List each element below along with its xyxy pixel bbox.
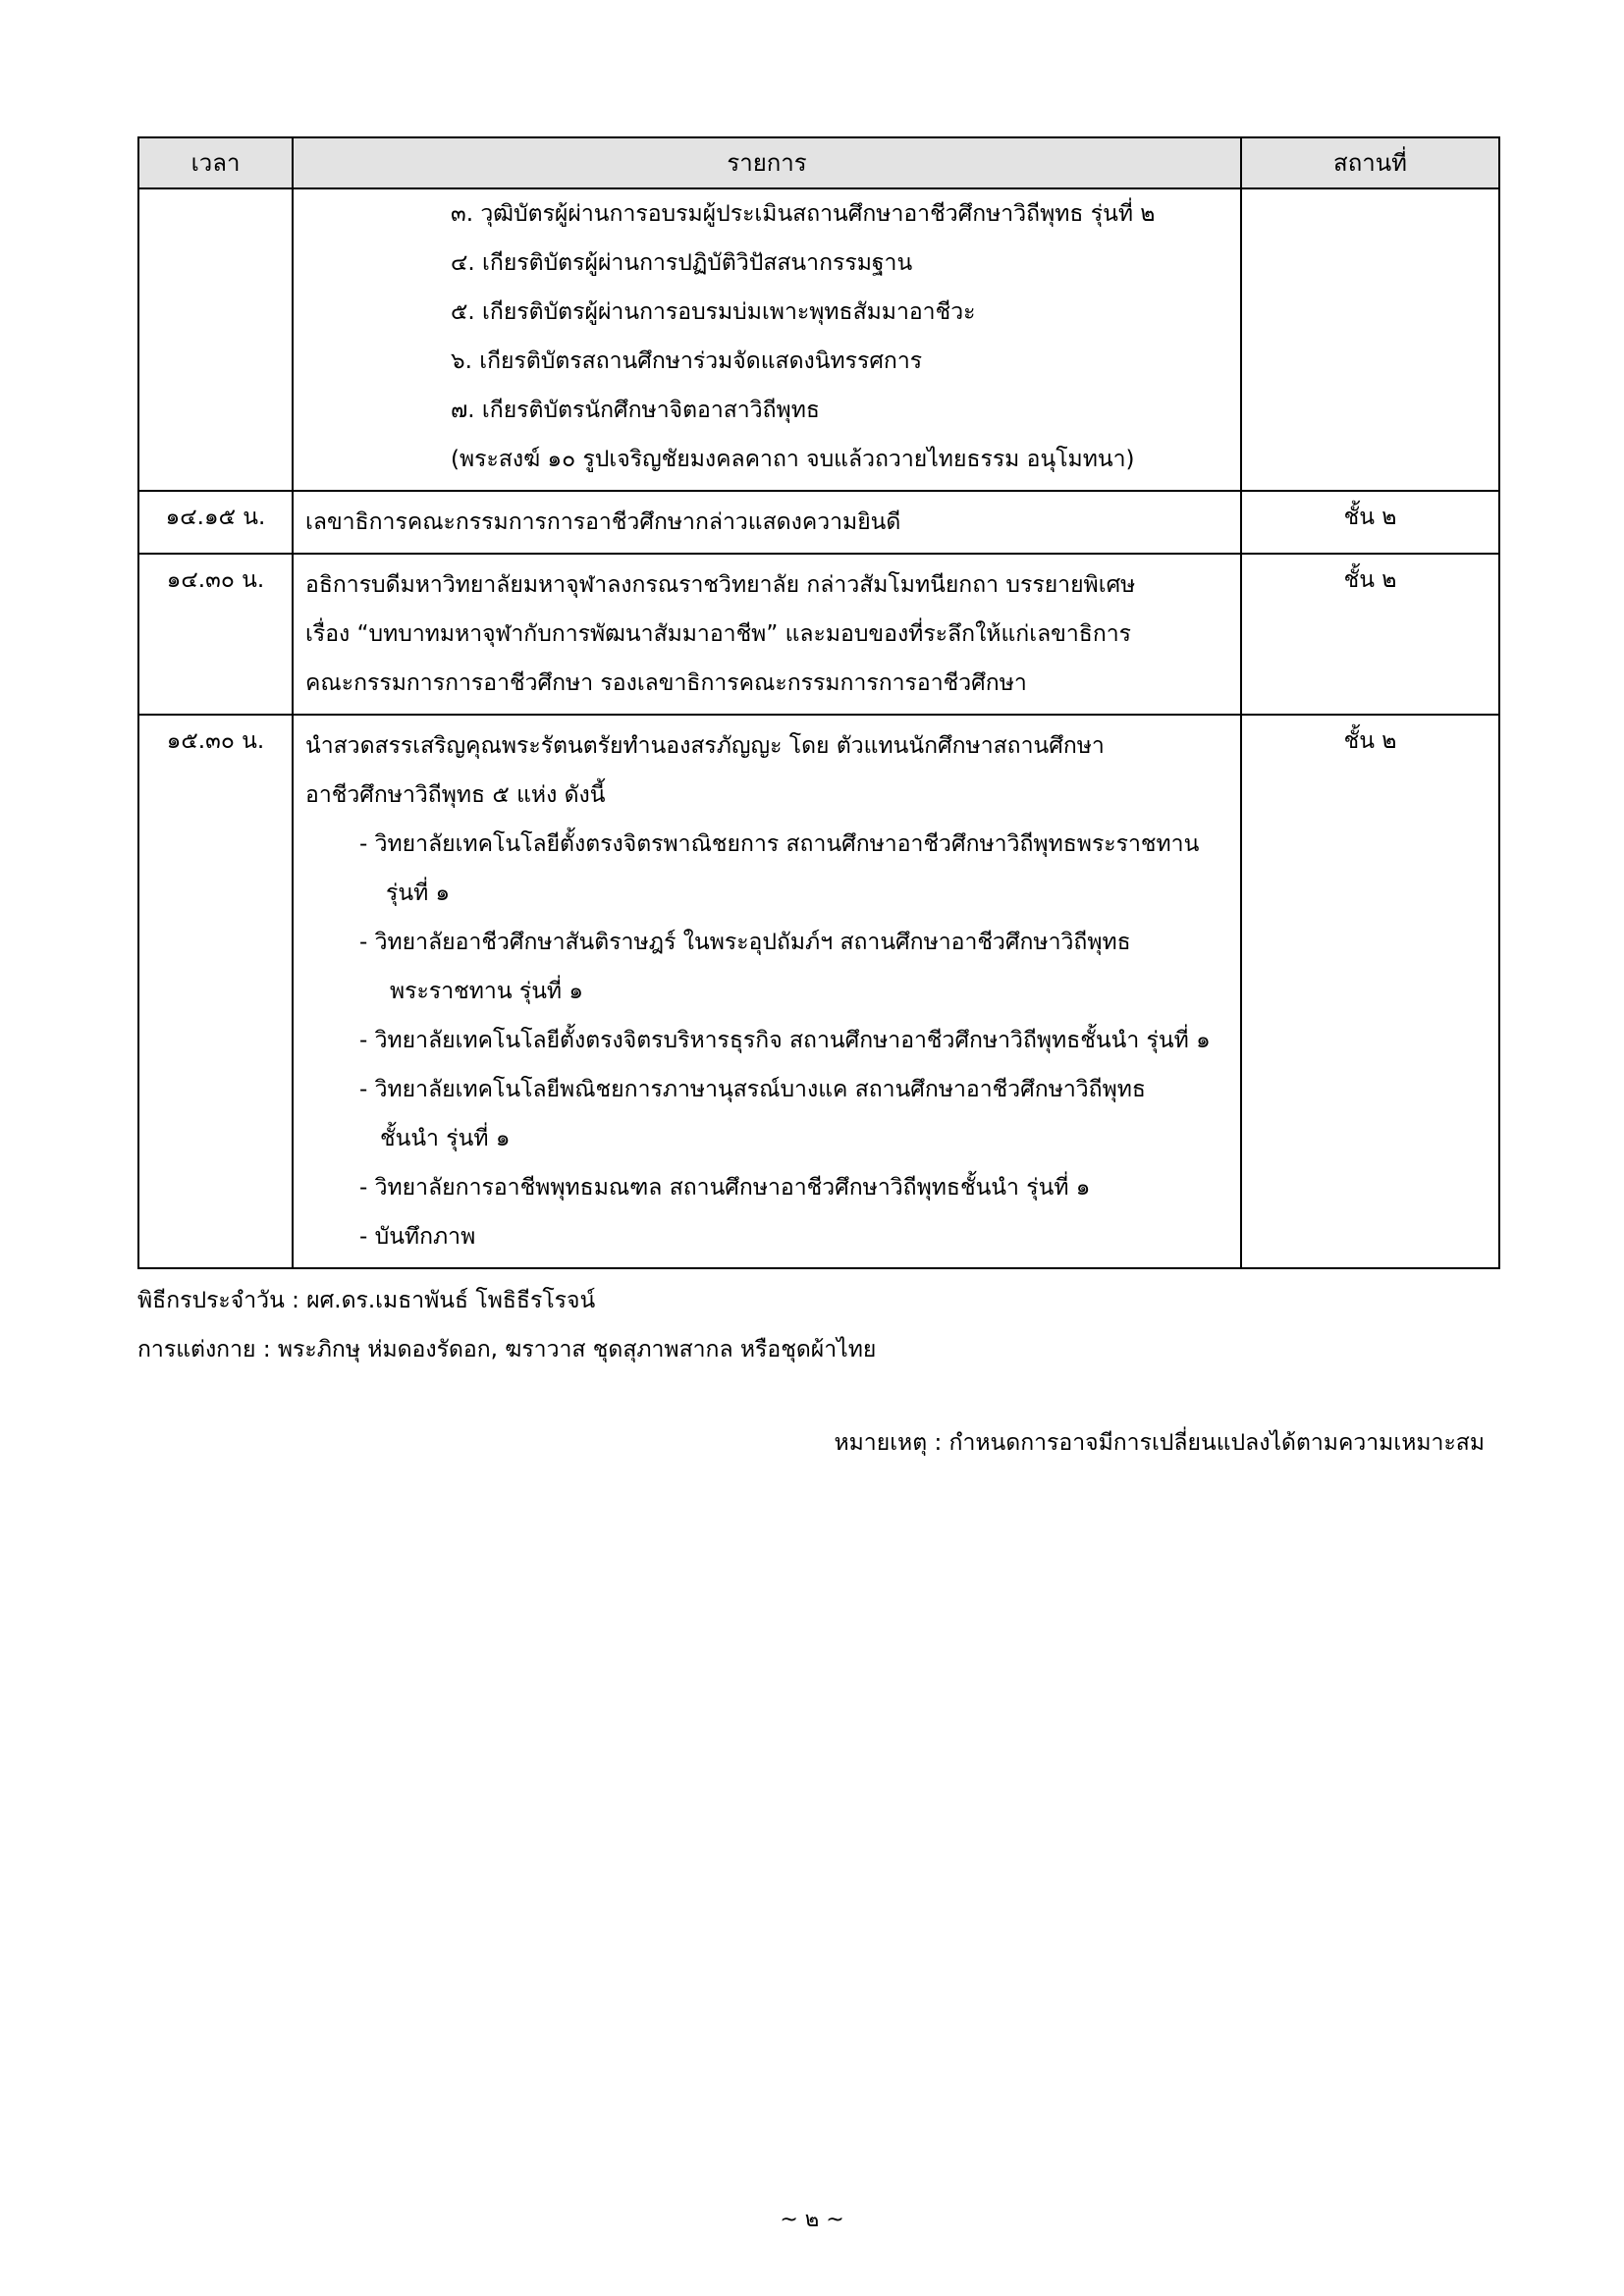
item-line: - วิทยาลัยการอาชีพพุทธมณฑล สถานศึกษาอาชีวศึกษาวิถีพุทธชั้นนำ รุ่นที่ ๑: [359, 1175, 1091, 1201]
header-item: รายการ: [293, 137, 1241, 188]
item-line: ๖. เกียรติบัตรสถานศึกษาร่วมจัดแสดงนิทรรศการ: [451, 348, 923, 374]
item-line: - วิทยาลัยเทคโนโลยีตั้งตรงจิตรพาณิชยการ สถานศึกษาอาชีวศึกษาวิถีพุทธพระราชทาน: [359, 831, 1200, 857]
row-time: ๑๔.๑๕ น.: [138, 491, 293, 554]
table-row: [138, 554, 1499, 715]
row-place: ชั้น ๒: [1241, 715, 1499, 1268]
item-line: คณะกรรมการการอาชีวศึกษา รองเลขาธิการคณะกรรมการการอาชีวศึกษา: [305, 670, 1027, 696]
remark-note: หมายเหตุ : กำหนดการอาจมีการเปลี่ยนแปลงได้ตามความเหมาะสม: [834, 1430, 1485, 1456]
item-line: ๔. เกียรติบัตรผู้ผ่านการปฏิบัติวิปัสสนากรรมฐาน: [451, 250, 913, 276]
row-time: ๑๕.๓๐ น.: [138, 715, 293, 1268]
table-header-row: [138, 137, 1499, 188]
row-place: ชั้น ๒: [1241, 554, 1499, 715]
item-line: เลขาธิการคณะกรรมการการอาชีวศึกษากล่าวแสดงความยินดี: [305, 509, 901, 535]
page-number: ~ ๒ ~: [780, 2208, 844, 2232]
table-row: [138, 491, 1499, 554]
row-time: ๑๔.๓๐ น.: [138, 554, 293, 715]
item-line: - วิทยาลัยเทคโนโลยีตั้งตรงจิตรบริหารธุรกิจ สถานศึกษาอาชีวศึกษาวิถีพุทธชั้นนำ รุ่นที่ ๑: [359, 1028, 1211, 1053]
item-line: พระราชทาน รุ่นที่ ๑: [390, 979, 584, 1004]
item-line: - บันทึกภาพ: [359, 1224, 476, 1250]
item-line: เรื่อง “บทบาทมหาจุฬากับการพัฒนาสัมมาอาชีพ” และมอบของที่ระลึกให้แก่เลขาธิการ: [305, 621, 1132, 647]
item-line: ๗. เกียรติบัตรนักศึกษาจิตอาสาวิถีพุทธ: [451, 398, 820, 423]
schedule-table: [137, 136, 1500, 1269]
row-item: [293, 554, 1241, 715]
item-line: อธิการบดีมหาวิทยาลัยมหาจุฬาลงกรณราชวิทยาลัย กล่าวสัมโมทนียกถา บรรยายพิเศษ: [305, 572, 1136, 598]
item-line: ๓. วุฒิบัตรผู้ผ่านการอบรมผู้ประเมินสถานศึกษาอาชีวศึกษาวิถีพุทธ รุ่นที่ ๒: [451, 201, 1156, 227]
table-row: [138, 715, 1499, 1268]
header-time: เวลา: [138, 137, 293, 188]
row-item: [293, 491, 1241, 554]
row-place: ชั้น ๒: [1241, 491, 1499, 554]
item-line: - วิทยาลัยอาชีวศึกษาสันติราษฎร์ ในพระอุปถัมภ์ฯ สถานศึกษาอาชีวศึกษาวิถีพุทธ: [359, 930, 1131, 955]
row-item: [293, 715, 1241, 1268]
item-line: นำสวดสรรเสริญคุณพระรัตนตรัยทำนองสรภัญญะ โดย ตัวแทนนักศึกษาสถานศึกษา: [305, 733, 1105, 759]
host-note: พิธีกรประจำวัน : ผศ.ดร.เมธาพันธ์ โพธิธีรโรจน์: [137, 1288, 596, 1313]
row-item: [293, 188, 1241, 491]
item-line: อาชีวศึกษาวิถีพุทธ ๕ แห่ง ดังนี้: [305, 782, 606, 808]
item-line: (พระสงฆ์ ๑๐ รูปเจริญชัยมงคลคาถา จบแล้วถวายไทยธรรม อนุโมทนา): [451, 447, 1135, 472]
notes-block: [137, 1276, 876, 1374]
dress-note: การแต่งกาย : พระภิกษุ ห่มดองรัดอก, ฆราวาส ชุดสุภาพสากล หรือชุดผ้าไทย: [137, 1337, 877, 1362]
row-time: [138, 188, 293, 491]
item-line: - วิทยาลัยเทคโนโลยีพณิชยการภาษานุสรณ์บางแค สถานศึกษาอาชีวศึกษาวิถีพุทธ: [359, 1077, 1146, 1102]
row-place: [1241, 188, 1499, 491]
item-line: ชั้นนำ รุ่นที่ ๑: [380, 1126, 511, 1151]
header-place: สถานที่: [1241, 137, 1499, 188]
item-line: รุ่นที่ ๑: [386, 881, 451, 906]
table-row: [138, 188, 1499, 491]
item-line: ๕. เกียรติบัตรผู้ผ่านการอบรมบ่มเพาะพุทธสัมมาอาชีวะ: [451, 299, 976, 325]
